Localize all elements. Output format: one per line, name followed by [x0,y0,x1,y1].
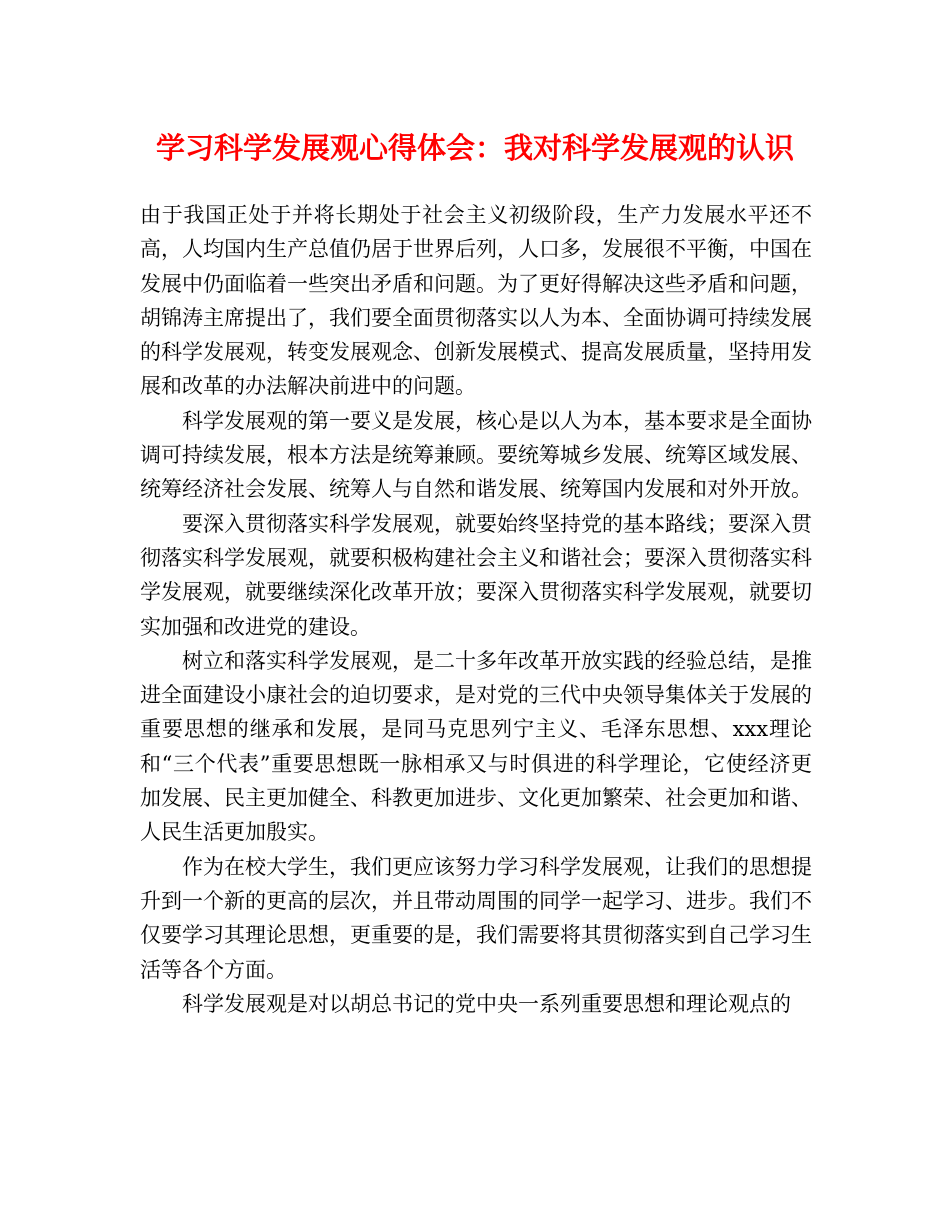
document-body [140,198,812,1021]
paragraph-3: 要深入贯彻落实科学发展观，就要始终坚持党的基本路线；要深入贯彻落实科学发展观，就要积极构建社会主义和谐社会；要深入贯彻落实科学发展观，就要继续深化改革开放；要深入贯彻落实科学发展观，就要切实加强和改进党的建设。 [140,511,812,639]
paragraph-4: 树立和落实科学发展观，是二十多年改革开放实践的经验总结，是推进全面建设小康社会的迫切要求，是对党的三代中央领导集体关于发展的重要思想的继承和发展，是同马克思列宁主义、毛泽东思想、xxx理论和“三个代表”重要思想既一脉相承又与时俱进的科学理论，它使经济更加发展、民主更加健全、科教更加进步、文化更加繁荣、社会更加和谐、人民生活更加殷实。 [140,648,812,845]
paragraph-1: 由于我国正处于并将长期处于社会主义初级阶段，生产力发展水平还不高，人均国内生产总值仍居于世界后列，人口多，发展很不平衡，中国在发展中仍面临着一些突出矛盾和问题。为了更好得解决这些矛盾和问题，胡锦涛主席提出了，我们要全面贯彻落实以人为本、全面协调可持续发展的科学发展观，转变发展观念、创新发展模式、提高发展质量，坚持用发展和改革的办法解决前进中的问题。 [140,203,812,399]
paragraph-6: 科学发展观是对以胡总书记的党中央一系列重要思想和理论观点的 [182,991,791,1016]
paragraph-5: 作为在校大学生，我们更应该努力学习科学发展观，让我们的思想提升到一个新的更高的层次，并且带动周围的同学一起学习、进步。我们不仅要学习其理论思想，更重要的是，我们需要将其贯彻落实到自己学习生活等各个方面。 [140,854,812,982]
document-title: 学习科学发展观心得体会：我对科学发展观的认识 [155,131,794,165]
paragraph-2: 科学发展观的第一要义是发展，核心是以人为本，基本要求是全面协调可持续发展，根本方法是统筹兼顾。要统筹城乡发展、统筹区域发展、统筹经济社会发展、统筹人与自然和谐发展、统筹国内发展和对外开放。 [140,408,812,502]
